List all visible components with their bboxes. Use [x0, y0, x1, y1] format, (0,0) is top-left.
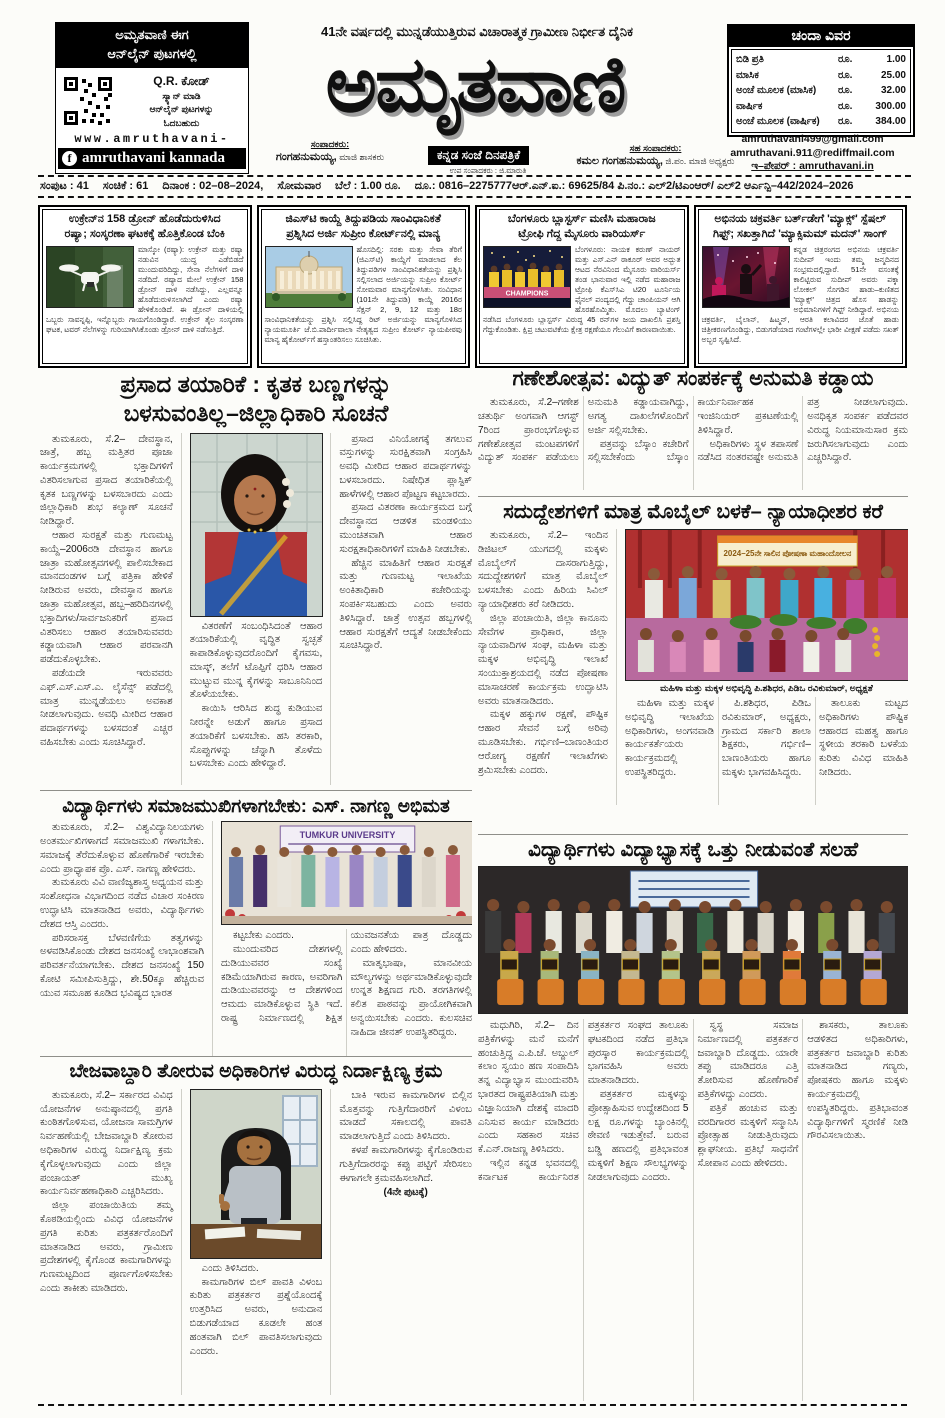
article-ganeshotsava: ಗಣೇಶೋತ್ಸವ: ವಿದ್ಯುತ್ ಸಂಪರ್ಕಕ್ಕೆ ಅನುಮತಿ ಕಡ್ಡಾಯ ತುಮಕೂರು, ಸೆ.2–ಗಣೇಶ ಚತುರ್ಥಿ ಅಂಗವಾಗಿ ಆಗಸ್ಟ್ 7ರಿಂದ ಪ್ರಾರಂಭಗೊಳ್ಳುವ ಗಣೇಶೋತ್ಸವ ಮಂಟಪಗಳಿಗೆ ವಿದ್ಯುತ್ ಸಂಪರ್ಕ ಪಡೆಯಲು ಅನುಮತಿ ಕಡ್ಡಾಯವಾಗಿದ್ದು, ಅಗತ್ಯ ದಾಖಲೆಗಳೊಂದಿಗೆ ಅರ್ಜಿ ಸಲ್ಲಿಸಬೇಕು. ಪತ್ರವನ್ನು ಬೆಸ್ಕಾಂ ಕಚೇರಿಗೆ ಸಲ್ಲಿಸಬೇಕೆಂದು ಬೆಸ್ಕಾಂ ಕಾರ್ಯನಿರ್ವಾಹಕ ಇಂಜಿನಿಯರ್ ಪ್ರಕಟಣೆಯಲ್ಲಿ ತಿಳಿಸಿದ್ದಾರೆ. ಅಧಿಕಾರಿಗಳು ಸ್ಥಳ ತಪಾಸಣೆ ನಡೆಸಿದ ನಂತರವಷ್ಟೇ ಅನುಮತಿ ಪತ್ರ ನೀಡಲಾಗುವುದು. ಅನಧಿಕೃತ ಸಂಪರ್ಕ ಪಡೆದವರ ವಿರುದ್ಧ ನಿಯಮಾನುಸಾರ ಕ್ರಮ ಜರುಗಿಸಲಾಗುವುದು ಎಂದು ಎಚ್ಚರಿಸಿದ್ದಾರೆ.	[478, 367, 908, 464]
facebook-bar	[58, 148, 246, 169]
article-column: ವಿತರಣೆಗೆ ಸಂಬಂಧಿಸಿದಂತೆ ಆಹಾರ ತಯಾರಿಕೆಯಲ್ಲಿ ವೃದ್ಧಿತ ಸ್ವಚ್ಛತೆ ಕಾಪಾಡಿಕೊಳ್ಳುವುದರೊಂದಿಗೆ ಕೈಗವಸು, ಮಾಸ್ಕ್, ತಲೆಗೆ ಟೊಪ್ಪಿಗೆ ಧರಿಸಿ ಆಹಾರ ಮುಟ್ಟುವ ಮುನ್ನ ಕೈಗಳನ್ನು ಸಾಬೂನಿನಿಂದ ತೊಳೆಯಬೇಕು. ಕಾಯಿಸಿ ಆರಿಸಿದ ಶುದ್ಧ ಕುಡಿಯುವ ನೀರನ್ನೇ ಅಡುಗೆ ಹಾಗೂ ಪ್ರಸಾದ ತಯಾರಿಕೆಗೆ ಬಳಸಬೇಕು. ಹಸಿ ತರಕಾರಿ, ಸೊಪ್ಪುಗಳನ್ನು ಚೆನ್ನಾಗಿ ತೊಳೆದು ಬಳಸಬೇಕು ಎಂದು ಹೇಳಿದ್ದಾರೆ.	[181, 433, 323, 785]
article-prasada	[40, 370, 472, 794]
subscription-label: ಬಿಡಿ ಪ್ರತಿ	[736, 54, 764, 65]
subscription-value: 25.00	[880, 69, 906, 81]
article-column: ಎಂದು ತಿಳಿಸಿದರು. ಕಾಮಗಾರಿಗಳ ಬಿಲ್ ಪಾವತಿ ವಿಳಂಬ ಕುರಿತು ಪತ್ರಕರ್ತರ ಪ್ರಶ್ನೆಯೊಂದಕ್ಕೆ ಉತ್ತರಿಸಿದ ಅವರು, ಅನುದಾನ ಬಿಡುಗಡೆಯಾದ ಕೂಡಲೇ ಹಂತ ಹಂತವಾಗಿ ಬಿಲ್ ಪಾವತಿಸಲಾಗುವುದು ಎಂದರು.	[181, 1089, 323, 1395]
email-primary: amruthavani499@gmail.com	[741, 133, 884, 145]
article-column: ತುಮಕೂರು, ಸೆ.2– ದೇವಸ್ಥಾನ, ಜಾತ್ರೆ, ಹಬ್ಬ ಮತ್ತಿತರ ಪೂಜಾ ಕಾರ್ಯಕ್ರಮಗಳಲ್ಲಿ ಭಕ್ತಾದಿಗಳಿಗೆ ವಿತರಿಸಲಾಗುವ ಪ್ರಸಾದ ತಯಾರಿಕೆಯಲ್ಲಿ ಕೃತಕ ಬಣ್ಣಗಳನ್ನು ಬಳಸಬಾರದು ಎಂದು ಜಿಲ್ಲಾಧಿಕಾರಿ ಶುಭ ಕಲ್ಯಾಣ್ ಸೂಚನೆ ನೀಡಿದ್ದಾರೆ. ಆಹಾರ ಸುರಕ್ಷತೆ ಮತ್ತು ಗುಣಮಟ್ಟ ಕಾಯ್ದೆ–2006ರಡಿ ದೇವಸ್ಥಾನ ಹಾಗೂ ಜಾತ್ರಾ ಮಹೋತ್ಸವಗಳಲ್ಲಿ ಪಾಲಿಸಬೇಕಾದ ಮಾನದಂಡಗಳ ಬಗ್ಗೆ ಪತ್ರಿಕಾ ಹೇಳಿಕೆ ನೀಡಿರುವ ಅವರು, ದೇವಸ್ಥಾನ ಹಾಗೂ ಜಾತ್ರಾ ಮಹೋತ್ಸವ, ಹಬ್ಬ–ಹರಿದಿನಗಳಲ್ಲಿ ಭಕ್ತಾದಿಗಳು/ಸಾರ್ವಜನಿಕರಿಗೆ ಪ್ರಸಾದ ವಿತರಿಸಲು ಆಹಾರ ತಯಾರಿಸುವವರು ಕಡ್ಡಾಯವಾಗಿ ಆಹಾರ ಪರವಾನಗಿ ಪಡೆದುಕೊಳ್ಳಬೇಕು. ಪಡೆಯದೇ ಇರುವವರು ಎಫ್.ಎಸ್.ಎಸ್.ಎ. ಲೈಸೆನ್ಸ್ ಪಡೆದಲ್ಲಿ ಮಾತ್ರ ಮುನ್ನಡೆಯಲು ಅವಕಾಶ ನೀಡಲಾಗುವುದು. ಅವಧಿ ಮೀರಿದ ಆಹಾರ ಪದಾರ್ಥಗಳನ್ನು ಬಳಸದಂತೆ ಎಚ್ಚರ ವಹಿಸಬೇಕು ಎಂದು ಸೂಚಿಸಿದ್ದಾರೆ.	[40, 433, 173, 749]
subscription-row	[736, 52, 906, 68]
champions-banner-text: CHAMPIONS	[505, 290, 549, 298]
article-column: ತುಮಕೂರು, ಸೆ.2– ಸರ್ಕಾರದ ವಿವಿಧ ಯೋಜನೆಗಳ ಅನುಷ್ಠಾನದಲ್ಲಿ ಪ್ರಗತಿ ಕುಂಠಿತಗೊಳಿಸುವ, ಯೋಜನಾ ಸಾಮಗ್ರಿಗಳ ನಿರ್ವಹಣೆಯಲ್ಲಿ ಬೇಜವಾಬ್ದಾರಿ ತೋರುವ ಅಧಿಕಾರಿಗಳ ವಿರುದ್ಧ ನಿರ್ದಾಕ್ಷಿಣ್ಯ ಕ್ರಮ ಕೈಗೊಳ್ಳಲಾಗುವುದು ಎಂದು ಜಿಲ್ಲಾ ಪಂಚಾಯತ್ ಮುಖ್ಯ ಕಾರ್ಯನಿರ್ವಹಣಾಧಿಕಾರಿ ಎಚ್ಚರಿಸಿದರು. ಜಿಲ್ಲಾ ಪಂಚಾಯಿತಿಯ ತಮ್ಮ ಕೊಠಡಿಯಲ್ಲಿಂದು ವಿವಿಧ ಯೋಜನೆಗಳ ಪ್ರಗತಿ ಕುರಿತು ಪತ್ರಕರ್ತರೊಂದಿಗೆ ಮಾತನಾಡಿದ ಅವರು, ಗ್ರಾಮೀಣ ಪ್ರದೇಶಗಳಲ್ಲಿ ಕೈಗೊಂಡ ಕಾಮಗಾರಿಗಳನ್ನು ಗುಣಮಟ್ಟದಿಂದ ಪೂರ್ಣಗೊಳಿಸಬೇಕು ಎಂದು ತಾಕೀತು ಮಾಡಿದರು.	[40, 1089, 173, 1294]
district-collector-photo	[190, 433, 323, 617]
drone-photo	[46, 246, 134, 308]
qr-line1: ಸ್ಕ್ಯಾನ್ ಮಾಡಿ	[162, 90, 201, 101]
awards-group-photo	[478, 866, 908, 1014]
article-mobile-use: ಸದುದ್ದೇಶಗಳಿಗೆ ಮಾತ್ರ ಮೊಬೈಲ್ ಬಳಕೆ– ನ್ಯಾಯಾಧೀಶರ ಕರೆ ತುಮಕೂರು, ಸೆ.2– ಇಂದಿನ ಡಿಜಿಟಲ್ ಯುಗದಲ್ಲಿ ಮಕ್ಕಳು ಮೊಬೈಲ್‌ಗೆ ದಾಸರಾಗುತ್ತಿದ್ದು, ಸದುದ್ದೇಶಗಳಿಗೆ ಮಾತ್ರ ಮೊಬೈಲ್ ಬಳಸಬೇಕು ಎಂದು ಹಿರಿಯ ಸಿವಿಲ್ ನ್ಯಾಯಾಧೀಶರು ಕರೆ ನೀಡಿದರು. ಜಿಲ್ಲಾ ಪಂಚಾಯಿತಿ, ಜಿಲ್ಲಾ ಕಾನೂನು ಸೇವೆಗಳ ಪ್ರಾಧಿಕಾರ, ಜಿಲ್ಲಾ ನ್ಯಾಯವಾದಿಗಳ ಸಂಘ, ಮಹಿಳಾ ಮತ್ತು ಮಕ್ಕಳ ಅಭಿವೃದ್ಧಿ ಇಲಾಖೆ ಸಂಯುಕ್ತಾಶ್ರಯದಲ್ಲಿ ನಡೆದ ಪೋಷಣಾ ಮಾಸಾಚರಣೆ ಕಾರ್ಯಕ್ರಮ ಉದ್ಘಾಟಿಸಿ ಅವರು ಮಾತನಾಡಿದರು. ಮಕ್ಕಳ ಹಕ್ಕುಗಳ ರಕ್ಷಣೆ, ಪೌಷ್ಟಿಕ ಆಹಾರ ಸೇವನೆ ಬಗ್ಗೆ ಅರಿವು ಮೂಡಿಸಬೇಕು. ಗರ್ಭಿಣಿ–ಬಾಣಂತಿಯರ ಆರೋಗ್ಯ ರಕ್ಷಣೆಗೆ ಇಲಾಖೆಗಳು ಶ್ರಮಿಸಬೇಕು ಎಂದರು. 2024–25ನೇ ಸಾಲಿನ ಪೋಷಣಾ ಮಹಾಂದೋಲನ ಮಹಿಳಾ ಮತ್ತು ಮಕ್ಕಳ ಅಭಿವೃದ್ಧಿ ಪಿ.ಶಶಿಧರ, ಪಿಡಿಒ ರವಿಕುಮಾರ್, ಅಧ್ಯಕ್ಷತೆ ಮಹಿಳಾ ಮತ್ತು ಮಕ್ಕಳ ಅಭಿವೃದ್ಧಿ ಇಲಾಖೆಯ ಅಧಿಕಾರಿಗಳು, ಅಂಗನವಾಡಿ ಕಾರ್ಯಕರ್ತೆಯರು ಕಾರ್ಯಕ್ರಮದಲ್ಲಿ ಉಪಸ್ಥಿತರಿದ್ದರು. ಪಿ.ಶಶಿಧರ, ಪಿಡಿಒ ರವಿಕುಮಾರ್, ಅಧ್ಯಕ್ಷರು, ಗ್ರಾಮದ ಸರ್ಕಾರಿ ಶಾಲಾ ಶಿಕ್ಷಕರು, ಗರ್ಭಿಣಿ–ಬಾಣಂತಿಯರು ಹಾಗೂ ಮಕ್ಕಳು ಭಾಗವಹಿಸಿದ್ದರು. ತಾಲೂಕು ಮಟ್ಟದ ಅಧಿಕಾರಿಗಳು ಪೌಷ್ಟಿಕ ಆಹಾರದ ಮಹತ್ವ ಹಾಗೂ ಸ್ಥಳೀಯ ತರಕಾರಿ ಬಳಕೆಯ ಕುರಿತು ವಿವಿಧ ಮಾಹಿತಿ ನೀಡಿದರು.	[478, 496, 908, 836]
article-column: ಬಾಕಿ ಇರುವ ಕಾಮಗಾರಿಗಳ ಬಿಲ್ಲಿನ ಮೊತ್ತವನ್ನು ಗುತ್ತಿಗೆದಾರರಿಗೆ ವಿಳಂಬ ಮಾಡದೆ ಸಕಾಲದಲ್ಲಿ ಪಾವತಿ ಮಾಡಲಾಗುತ್ತಿದೆ ಎಂದು ತಿಳಿಸಿದರು. ಕಳಪೆ ಕಾಮಗಾರಿಗಳನ್ನು ಕೈಗೊಂಡಿರುವ ಗುತ್ತಿಗೆದಾರರನ್ನು ಕಪ್ಪು ಪಟ್ಟಿಗೆ ಸೇರಿಸಲು ಈಗಾಗಲೇ ಕ್ರಮವಹಿಸಲಾಗಿದೆ. (4ನೇ ಪುಟಕ್ಕೆ)	[330, 1089, 472, 1395]
subscription-row	[736, 68, 906, 84]
brief-title: ಬೆಂಗಳೂರು ಬ್ಲಾಸ್ಟರ್ಸ್ ಮಣಿಸಿ ಮಹಾರಾಜ	[507, 213, 656, 225]
article-headline: ಬೇಜವಾಬ್ದಾರಿ ತೋರುವ ಅಧಿಕಾರಿಗಳ ವಿರುದ್ಧ ನಿರ್ದಾಕ್ಷಿಣ್ಯ ಕ್ರಮ	[69, 1061, 443, 1082]
brief-cricket: ಬೆಂಗಳೂರು ಬ್ಲಾಸ್ಟರ್ಸ್ ಮಣಿಸಿ ಮಹಾರಾಜ ಟ್ರೋಫಿ ಗೆದ್ದ ಮೈಸೂರು ವಾರಿಯರ್ಸ್ CHAMPIONS ಬೆಂಗಳೂರು: ನಾಯಕ ಕರುಣ್ ನಾಯರ್ ಮತ್ತು ಎಸ್.ಎನ್ ಠಾಕೂರ್ ಅವರ ಅದ್ಭುತ ಆಟದ ನೆರವಿನಿಂದ ಮೈಸೂರು ವಾರಿಯರ್ಸ್ ತಂಡ ಭಾನುವಾರ ಇಲ್ಲಿ ನಡೆದ ಮಹಾರಾಜ ಟ್ರೋಫಿ ಕೆಎಸ್‌ಸಿಎ ಟಿ20 ಟೂರ್ನಿಯ ಫೈನಲ್ ಪಂದ್ಯದಲ್ಲಿ ಗೆದ್ದು ಚಾಂಪಿಯನ್ ಆಗಿ ಹೊರಹೊಮ್ಮಿತು. ಮೊದಲು ಬ್ಯಾಟಿಂಗ್ ನಡೆಸಿದ ಬೆಂಗಳೂರು ಬ್ಲಾಸ್ಟರ್ಸ್ ವಿರುದ್ಧ 45 ರನ್‌ಗಳ ಜಯ ದಾಖಲಿಸಿ ಪ್ರಶಸ್ತಿ ಗೆದ್ದುಕೊಂಡಿತು. ಕ್ಷಿಪ್ರ ಚಟುವಟಿಕೆಯ ಕ್ಷೇತ್ರ ರಕ್ಷಣೆಯೂ ಗೆಲುವಿಗೆ ಕಾರಣವಾಯಿತು.	[475, 205, 689, 368]
brief-body: ಕನ್ನಡ ಚಿತ್ರರಂಗದ ಅಭಿನಯ ಚಕ್ರವರ್ತಿ ಸುದೀಪ್ ಇಂದು ತಮ್ಮ ಜನ್ಮದಿನದ ಸಂಭ್ರಮದಲ್ಲಿದ್ದಾರೆ. 51ನೇ ವಸಂತಕ್ಕೆ ಕಾಲಿಟ್ಟಿರುವ ಸುದೀಪ್ ಅವರು ಪಕ್ಕಾ ಲೋಕಲ್ ಸೊಗಡಿನ ಹಾಡು–ಕುಣಿತದ 'ಮ್ಯಾಕ್ಸ್' ಚಿತ್ರದ ಹೊಸ ಹಾಡನ್ನು ಅಭಿಮಾನಿಗಳಿಗೆ ಗಿಫ್ಟ್ ನೀಡಿದ್ದಾರೆ. ಅಭಿನಯ ಚಕ್ರವರ್ತಿ, ಬೈಲಾನ್, ಹಿಟ್ಮನ್, ಆರತಿ ಕಲಾವಿದರ ಜೊತೆ ಹಾಡು ಚಿತ್ರೀಕರಣಗೊಂಡಿದ್ದು, ಬಿಡುಗಡೆಯಾದ ಗಂಟೆಗಳಲ್ಲೇ ಭಾರೀ ವೀಕ್ಷಣೆ ಪಡೆದು ಸಖತ್ ಅಬ್ಬರ ಸೃಷ್ಟಿಸಿದೆ.	[701, 244, 899, 344]
ceo-press-photo	[190, 1089, 322, 1259]
brief-cinema: ಅಭಿನಯ ಚಕ್ರವರ್ತಿ ಬರ್ತ್‌ಡೇಗೆ 'ಮ್ಯಾಕ್ಸ್' ಸ್ಪೆಷಲ್ ಗಿಫ್ಟ್; ಸಖತ್ತಾಗಿದೆ 'ಮ್ಯಾಕ್ಸಿಮಮ್ ಮದನ್' ಸಾಂಗ್ ಕನ್ನಡ ಚಿತ್ರರಂಗದ ಅಭಿನಯ ಚಕ್ರವರ್ತಿ ಸುದೀಪ್ ಇಂದು ತಮ್ಮ ಜನ್ಮದಿನದ ಸಂಭ್ರಮದಲ್ಲಿದ್ದಾರೆ. 51ನೇ ವಸಂತಕ್ಕೆ ಕಾಲಿಟ್ಟಿರುವ ಸುದೀಪ್ ಅವರು ಪಕ್ಕಾ ಲೋಕಲ್ ಸೊಗಡಿನ ಹಾಡು–ಕುಣಿತದ 'ಮ್ಯಾಕ್ಸ್' ಚಿತ್ರದ ಹೊಸ ಹಾಡನ್ನು ಅಭಿಮಾನಿಗಳಿಗೆ ಗಿಫ್ಟ್ ನೀಡಿದ್ದಾರೆ. ಅಭಿನಯ ಚಕ್ರವರ್ತಿ, ಬೈಲಾನ್, ಹಿಟ್ಮನ್, ಆರತಿ ಕಲಾವಿದರ ಜೊತೆ ಹಾಡು ಚಿತ್ರೀಕರಣಗೊಂಡಿದ್ದು, ಬಿಡುಗಡೆಯಾದ ಗಂಟೆಗಳಲ್ಲೇ ಭಾರೀ ವೀಕ್ಷಣೆ ಪಡೆದು ಸಖತ್ ಅಬ್ಬರ ಸೃಷ್ಟಿಸಿದೆ.	[694, 205, 908, 368]
newspaper-title: ಅಮೃತವಾಣಿ	[325, 40, 625, 128]
co-editor-label: ಸಹ ಸಂಪಾದಕರು:	[629, 143, 682, 153]
online-box-line2: ಆನ್‌ಲೈನ್ ಪುಟಗಳಲ್ಲಿ	[107, 45, 197, 61]
brief-drone: ಉಕ್ರೇನ್‌ನ 158 ಡ್ರೋನ್ ಹೊಡೆದುರುಳಿಸಿದ ರಷ್ಯಾ; ಸಂಸ್ಕರಣಾ ಘಟಕಕ್ಕೆ ಹೊತ್ತಿಕೊಂಡ ಬೆಂಕಿ ಮಾಸ್ಕೋ (ರಷ್ಯಾ): ಉಕ್ರೇನ್ ಮತ್ತು ರಷ್ಯಾ ನಡುವಿನ ಯುದ್ಧ ಎಡೆಬಿಡದೆ ಮುಂದುವರಿದಿದ್ದು, ಸೇನಾ ನೆಲೆಗಳಿಗೆ ದಾಳಿ ನಡೆದಿದೆ. ರಷ್ಯಾದ ಮೇಲೆ ಉಕ್ರೇನ್ 158 ಡ್ರೋನ್ ದಾಳಿ ನಡೆಸಿದ್ದು, ಎಲ್ಲವನ್ನೂ ಹೊಡೆದುರುಳಿಸಲಾಗಿದೆ ಎಂದು ರಷ್ಯಾ ಹೇಳಿಕೊಂಡಿದೆ. ಈ ಡ್ರೋನ್ ದಾಳಿಯಲ್ಲಿ ಒಬ್ಬರು ಸಾವನ್ನಪ್ಪಿ, ಇನ್ನೊಬ್ಬರು ಗಾಯಗೊಂಡಿದ್ದಾರೆ. ಉಕ್ರೇನ್ ತೈಲ ಸಂಸ್ಕರಣಾ ಘಟಕ, ಟವರ್ ನೆಲೆಗಳನ್ನು ಗುರಿಯಾಗಿಸಿಕೊಂಡು ಡ್ರೋನ್ ದಾಳಿ ನಡೆಸುತ್ತಿದೆ.	[38, 205, 252, 368]
epaper-url: ಇ–ಪೇಪರ್ : amruthavani.in	[751, 160, 874, 173]
subscription-currency: ರೂ.	[838, 85, 853, 96]
editor-name: ಗಂಗಹನುಮಯ್ಯ,	[275, 151, 337, 164]
article-column: ತುಮಕೂರು, ಸೆ.2– ಇಂದಿನ ಡಿಜಿಟಲ್ ಯುಗದಲ್ಲಿ ಮಕ್ಕಳು ಮೊಬೈಲ್‌ಗೆ ದಾಸರಾಗುತ್ತಿದ್ದು, ಸದುದ್ದೇಶಗಳಿಗೆ ಮಾತ್ರ ಮೊಬೈಲ್ ಬಳಸಬೇಕು ಎಂದು ಹಿರಿಯ ಸಿವಿಲ್ ನ್ಯಾಯಾಧೀಶರು ಕರೆ ನೀಡಿದರು. ಜಿಲ್ಲಾ ಪಂಚಾಯಿತಿ, ಜಿಲ್ಲಾ ಕಾನೂನು ಸೇವೆಗಳ ಪ್ರಾಧಿಕಾರ, ಜಿಲ್ಲಾ ನ್ಯಾಯವಾದಿಗಳ ಸಂಘ, ಮಹಿಳಾ ಮತ್ತು ಮಕ್ಕಳ ಅಭಿವೃದ್ಧಿ ಇಲಾಖೆ ಸಂಯುಕ್ತಾಶ್ರಯದಲ್ಲಿ ನಡೆದ ಪೋಷಣಾ ಮಾಸಾಚರಣೆ ಕಾರ್ಯಕ್ರಮ ಉದ್ಘಾಟಿಸಿ ಅವರು ಮಾತನಾಡಿದರು. ಮಕ್ಕಳ ಹಕ್ಕುಗಳ ರಕ್ಷಣೆ, ಪೌಷ್ಟಿಕ ಆಹಾರ ಸೇವನೆ ಬಗ್ಗೆ ಅರಿವು ಮೂಡಿಸಬೇಕು. ಗರ್ಭಿಣಿ–ಬಾಣಂತಿಯರ ಆರೋಗ್ಯ ರಕ್ಷಣೆಗೆ ಇಲಾಖೆಗಳು ಶ್ರಮಿಸಬೇಕು ಎಂದರು.	[478, 530, 608, 776]
subscription-currency: ರೂ.	[838, 54, 853, 65]
brief-body: ಮಾಸ್ಕೋ (ರಷ್ಯಾ): ಉಕ್ರೇನ್ ಮತ್ತು ರಷ್ಯಾ ನಡುವಿನ ಯುದ್ಧ ಎಡೆಬಿಡದೆ ಮುಂದುವರಿದಿದ್ದು, ಸೇನಾ ನೆಲೆಗಳಿಗೆ ದಾಳಿ ನಡೆದಿದೆ. ರಷ್ಯಾದ ಮೇಲೆ ಉಕ್ರೇನ್ 158 ಡ್ರೋನ್ ದಾಳಿ ನಡೆಸಿದ್ದು, ಎಲ್ಲವನ್ನೂ ಹೊಡೆದುರುಳಿಸಲಾಗಿದೆ ಎಂದು ರಷ್ಯಾ ಹೇಳಿಕೊಂಡಿದೆ. ಈ ಡ್ರೋನ್ ದಾಳಿಯಲ್ಲಿ ಒಬ್ಬರು ಸಾವನ್ನಪ್ಪಿ, ಇನ್ನೊಬ್ಬರು ಗಾಯಗೊಂಡಿದ್ದಾರೆ. ಉಕ್ರೇನ್ ತೈಲ ಸಂಸ್ಕರಣಾ ಘಟಕ, ಟವರ್ ನೆಲೆಗಳನ್ನು ಗುರಿಯಾಗಿಸಿಕೊಂಡು ಡ್ರೋನ್ ದಾಳಿ ನಡೆಸುತ್ತಿದೆ.	[46, 244, 244, 334]
subscription-currency: ರೂ.	[838, 116, 853, 127]
paper-type-badge: ಕನ್ನಡ ಸಂಜೆ ದಿನಪತ್ರಿಕೆ	[428, 146, 529, 165]
issue-info-line	[38, 175, 911, 198]
co-editor-name: ಕಮಲ ಗಂಗಹನುಮಯ್ಯ,	[576, 155, 663, 168]
subscription-row	[736, 83, 906, 99]
subscription-label: ಮಾಸಿಕ	[736, 69, 759, 81]
subscription-value: 384.00	[875, 116, 906, 127]
volume: ಸಂಪುಟ : 41	[40, 180, 89, 192]
online-box-header	[56, 23, 248, 68]
article-headline: ಪ್ರಸಾದ ತಯಾರಿಕೆ : ಕೃತಕ ಬಣ್ಣಗಳನ್ನು ಬಳಸುವಂತಿಲ್ಲ–ಜಿಲ್ಲಾಧಿಕಾರಿ ಸೂಚನೆ	[120, 371, 392, 426]
subscription-row	[736, 114, 906, 130]
subscription-value: 300.00	[875, 100, 906, 112]
article-headline: ಸದುದ್ದೇಶಗಳಿಗೆ ಮಾತ್ರ ಮೊಬೈಲ್ ಬಳಕೆ– ನ್ಯಾಯಾಧೀಶರ ಕರೆ	[503, 501, 883, 523]
editor-suffix: ಮಾಜಿ ಶಾಸಕರು	[339, 152, 385, 163]
editor-block	[250, 138, 410, 165]
bottom-rule	[38, 1404, 907, 1406]
subscription-label: ಅಂಚೆ ಮೂಲಕ (ವಾರ್ಷಿಕ)	[736, 116, 820, 127]
article-headline: ವಿದ್ಯಾರ್ಥಿಗಳು ಸಮಾಜಮುಖಿಗಳಾಗಬೇಕು: ಎಸ್. ನಾಗಣ್ಣ ಅಭಿಮತ	[62, 795, 450, 816]
article-students-society: ವಿದ್ಯಾರ್ಥಿಗಳು ಸಮಾಜಮುಖಿಗಳಾಗಬೇಕು: ಎಸ್. ನಾಗಣ್ಣ ಅಭಿಮತ ತುಮಕೂರು, ಸೆ.2– ವಿಶ್ವವಿದ್ಯಾನಿಲಯಗಳು ಅಂತರ್ಮುಖಿಗಳಾಗದೆ ಸಮಾಜಮುಖಿ ಗಳಾಗಬೇಕು. ಸಮಾಜಕ್ಕೆ ತೆರೆದುಕೊಳ್ಳುವ ಹೊಣೆಗಾರಿಕೆ ಇರಬೇಕು ಎಂದು ಪ್ರಾಧ್ಯಾಪಕ ಪ್ರೊ. ಎಸ್. ನಾಗಣ್ಣ ಹೇಳಿದರು. ತುಮಕೂರು ವಿವಿ ವಾಣಿಜ್ಯಶಾಸ್ತ್ರ ಅಧ್ಯಯನ ಮತ್ತು ಸಂಶೋಧನಾ ವಿಭಾಗದಿಂದ ನಡೆದ ವಿಚಾರ ಸಂಕಿರಣ ಉದ್ಘಾಟಿಸಿ ಮಾತನಾಡಿದ ಅವರು, ವಿದ್ಯಾರ್ಥಿಗಳು ದೇಶದ ಆಸ್ತಿ ಎಂದರು. ಪರಿಸರಾಸಕ್ತ ಬೆಳವಣಿಗೆಯ ತತ್ವಗಳನ್ನು ಅಳವಡಿಸಿಕೊಂಡು ದೇಶದ ಜನಸಂಖ್ಯೆ ಲಾಭಾಂಶವಾಗಿ ಪರಿವರ್ತನೆಯಾಗಬೇಕು. ದೇಶದ ಜನಸಂಖ್ಯೆ 150 ಕೋಟಿ ಸಮೀಪಿಸುತ್ತಿದ್ದು, ಶೇ.50ಕ್ಕೂ ಹೆಚ್ಚಿರುವ ಯುವ ಸಮೂಹ ಕೂಡಿದ ಭವಿಷ್ಯದ ಭಾರತ TUMKUR UNIVERSITY ಕಟ್ಟಬೇಕು ಎಂದರು. ಮುಂದುವರಿದ ದೇಶಗಳಲ್ಲಿ ದುಡಿಯುವವರ ಸಂಖ್ಯೆ ಕಡಿಮೆಯಾಗಿರುವ ಕಾರಣ, ಅವರಿಗಾಗಿ ದುಡಿಯುವವರನ್ನು ಆ ದೇಶಗಳಿಂದ ಆಮದು ಮಾಡಿಕೊಳ್ಳುವ ಸ್ಥಿತಿ ಇದೆ. ರಾಷ್ಟ್ರ ನಿರ್ಮಾಣದಲ್ಲಿ ಶಿಕ್ಷಿತ ಯುವಜನತೆಯ ಪಾತ್ರ ದೊಡ್ಡದು ಎಂದು ಹೇಳಿದರು. ಮಾತೃಭಾಷಾ, ಮಾನವೀಯ ಮೌಲ್ಯಗಳನ್ನು ಅರ್ಥಮಾಡಿಕೊಳ್ಳುವುದೇ ಉನ್ನತ ಶಿಕ್ಷಣದ ಗುರಿ. ತರಗತಿಗಳಲ್ಲಿ ಕಲಿತ ಪಾಠವನ್ನು ಪ್ರಾಯೋಗಿಕವಾಗಿ ಅನ್ವಯಿಸಬೇಕು ಎಂದರು. ಕುಲಸಚಿವ ನಾಹಿದಾ ಜೀನತ್ ಉಪಸ್ಥಿತರಿದ್ದರು.	[40, 790, 472, 1056]
website-url: www.amruthavani-	[74, 132, 230, 147]
event-banner-text: 2024–25ನೇ ಸಾಲಿನ ಪೋಷಣಾ ಮಹಾಂದೋಲನ	[723, 548, 852, 559]
article-column: ಪ್ರಸಾದ ವಿನಿಯೋಗಕ್ಕೆ ತಗಲುವ ವಸ್ತುಗಳನ್ನು ಸುರಕ್ಷಿತವಾಗಿ ಸಂಗ್ರಹಿಸಿ ಅವಧಿ ಮೀರಿದ ಆಹಾರ ಪದಾರ್ಥಗಳನ್ನು ಬಳಸಬಾರದು. ನಿಷೇಧಿತ ಪ್ಲಾಸ್ಟಿಕ್ ಹಾಳೆಗಳಲ್ಲಿ ಆಹಾರ ಪೊಟ್ಟಣ ಕಟ್ಟಬಾರದು. ಪ್ರಸಾದ ವಿತರಣಾ ಕಾರ್ಯಕ್ರಮದ ಬಗ್ಗೆ ದೇವಸ್ಥಾನದ ಆಡಳಿತ ಮಂಡಳಿಯು ಮುಂಚಿತವಾಗಿ ಆಹಾರ ಸುರಕ್ಷತಾಧಿಕಾರಿಗಳಿಗೆ ಮಾಹಿತಿ ನೀಡಬೇಕು. ಹೆಚ್ಚಿನ ಮಾಹಿತಿಗೆ ಆಹಾರ ಸುರಕ್ಷತೆ ಮತ್ತು ಗುಣಮಟ್ಟ ಇಲಾಖೆಯ ಅಂಕಿತಾಧಿಕಾರಿ ಕಚೇರಿಯನ್ನು ಸಂಪರ್ಕಿಸಬಹುದು ಎಂದು ಅವರು ತಿಳಿಸಿದ್ದಾರೆ. ಜಾತ್ರೆ ಉತ್ಸವ ಹಬ್ಬಗಳಲ್ಲಿ ಆಹಾರ ಸುರಕ್ಷತೆಗೆ ಆದ್ಯತೆ ನೀಡಬೇಕೆಂದು ಸೂಚಿಸಿದ್ದಾರೆ.	[330, 433, 472, 785]
brief-body: ಬೆಂಗಳೂರು: ನಾಯಕ ಕರುಣ್ ನಾಯರ್ ಮತ್ತು ಎಸ್.ಎನ್ ಠಾಕೂರ್ ಅವರ ಅದ್ಭುತ ಆಟದ ನೆರವಿನಿಂದ ಮೈಸೂರು ವಾರಿಯರ್ಸ್ ತಂಡ ಭಾನುವಾರ ಇಲ್ಲಿ ನಡೆದ ಮಹಾರಾಜ ಟ್ರೋಫಿ ಕೆಎಸ್‌ಸಿಎ ಟಿ20 ಟೂರ್ನಿಯ ಫೈನಲ್ ಪಂದ್ಯದಲ್ಲಿ ಗೆದ್ದು ಚಾಂಪಿಯನ್ ಆಗಿ ಹೊರಹೊಮ್ಮಿತು. ಮೊದಲು ಬ್ಯಾಟಿಂಗ್ ನಡೆಸಿದ ಬೆಂಗಳೂರು ಬ್ಲಾಸ್ಟರ್ಸ್ ವಿರುದ್ಧ 45 ರನ್‌ಗಳ ಜಯ ದಾಖಲಿಸಿ ಪ್ರಶಸ್ತಿ ಗೆದ್ದುಕೊಂಡಿತು. ಕ್ಷಿಪ್ರ ಚಟುವಟಿಕೆಯ ಕ್ಷೇತ್ರ ರಕ್ಷಣೆಯೂ ಗೆಲುವಿಗೆ ಕಾರಣವಾಯಿತು.	[483, 244, 681, 334]
issue-price: ಬೆಲೆ : 1.00 ರೂ.	[335, 180, 401, 192]
film-song-photo	[702, 246, 790, 308]
qr-label: Q.R. ಕೋಡ್	[153, 73, 210, 88]
registration-info: ದೂ.: 0816–2275777ಆರ್.ಎನ್.ಐ.: 69625/84 ಪಿ.ನಂ.: ಎಲ್2/ಟಿಎಂಆರ್/ ಎಲ್2 ಆರ್ಎನ್ಪಿ–442/2024–2026	[414, 180, 854, 192]
qr-line3: ಓದಬಹುದು	[163, 117, 200, 128]
contact-emails	[710, 133, 915, 174]
brief-gst: ಜಿಎಸ್‌ಟಿ ಕಾಯ್ದೆ ತಿದ್ದುಪಡಿಯ ಸಾಂವಿಧಾನಿಕತೆ ಪ್ರಶ್ನಿಸಿದ ಅರ್ಜಿ ಸುಪ್ರೀಂ ಕೋರ್ಟ್‌ನಲ್ಲಿ ಮಾನ್ಯ ಹೊಸದಿಲ್ಲಿ: ಸರಕು ಮತ್ತು ಸೇವಾ ತೆರಿಗೆ (ಜಿಎಸ್‌ಟಿ) ಕಾಯ್ದೆಗೆ ಮಾಡಲಾದ ಕೆಲ ತಿದ್ದುಪಡಿಗಳ ಸಾಂವಿಧಾನಿಕತೆಯನ್ನು ಪ್ರಶ್ನಿಸಿ ಸಲ್ಲಿಸಲಾದ ಅರ್ಜಿಯನ್ನು ಸುಪ್ರೀಂ ಕೋರ್ಟ್ ಸೋಮವಾರ ಮಾನ್ಯಗೊಳಿಸಿತು. ಸಂವಿಧಾನ (101ನೇ ತಿದ್ದುಪಡಿ) ಕಾಯ್ದೆ 2016ರ ಸೆಕ್ಷನ್ 2, 9, 12 ಮತ್ತು 18ರ ಸಾಂವಿಧಾನಿಕತೆಯನ್ನು ಪ್ರಶ್ನಿಸಿ ಸಲ್ಲಿಸಿದ್ದ ರಿಟ್ ಅರ್ಜಿಯನ್ನು ಮಾನ್ಯಗೊಳಿಸಿದ ನ್ಯಾಯಮೂರ್ತಿ ಜೆ.ಬಿ.ಪಾರ್ದೀವಾಲಾ ನೇತೃತ್ವದ ಸುಪ್ರೀಂ ಕೋರ್ಟ್ ನ್ಯಾಯಪೀಠವು ಮಾನ್ಯ ಹೈಕೋರ್ಟ್‌ಗೆ ಹಸ್ತಾಂತರಿಸಲು ಸೂಚಿಸಿತು.	[257, 205, 471, 368]
subscription-title: ಚಂದಾ ವಿವರ	[729, 26, 913, 47]
supreme-court-photo	[265, 246, 353, 308]
sub-editor: ಉಪ ಸಂಪಾದಕರು : ಜಿ.ಮಾರುತಿ	[449, 166, 527, 175]
news-briefs-row	[38, 205, 907, 368]
brief-body: ಹೊಸದಿಲ್ಲಿ: ಸರಕು ಮತ್ತು ಸೇವಾ ತೆರಿಗೆ (ಜಿಎಸ್‌ಟಿ) ಕಾಯ್ದೆಗೆ ಮಾಡಲಾದ ಕೆಲ ತಿದ್ದುಪಡಿಗಳ ಸಾಂವಿಧಾನಿಕತೆಯನ್ನು ಪ್ರಶ್ನಿಸಿ ಸಲ್ಲಿಸಲಾದ ಅರ್ಜಿಯನ್ನು ಸುಪ್ರೀಂ ಕೋರ್ಟ್ ಸೋಮವಾರ ಮಾನ್ಯಗೊಳಿಸಿತು. ಸಂವಿಧಾನ (101ನೇ ತಿದ್ದುಪಡಿ) ಕಾಯ್ದೆ 2016ರ ಸೆಕ್ಷನ್ 2, 9, 12 ಮತ್ತು 18ರ ಸಾಂವಿಧಾನಿಕತೆಯನ್ನು ಪ್ರಶ್ನಿಸಿ ಸಲ್ಲಿಸಿದ್ದ ರಿಟ್ ಅರ್ಜಿಯನ್ನು ಮಾನ್ಯಗೊಳಿಸಿದ ನ್ಯಾಯಮೂರ್ತಿ ಜೆ.ಬಿ.ಪಾರ್ದೀವಾಲಾ ನೇತೃತ್ವದ ಸುಪ್ರೀಂ ಕೋರ್ಟ್ ನ್ಯಾಯಪೀಠವು ಮಾನ್ಯ ಹೈಕೋರ್ಟ್‌ಗೆ ಹಸ್ತಾಂತರಿಸಲು ಸೂಚಿಸಿತು.	[264, 244, 462, 344]
subscription-label: ಅಂಚೆ ಮೂಲಕ (ಮಾಸಿಕ)	[736, 85, 817, 96]
qr-code-icon	[62, 75, 114, 127]
subscription-currency: ರೂ.	[838, 69, 853, 81]
facebook-icon: f	[62, 151, 77, 166]
article-students-education: ವಿದ್ಯಾರ್ಥಿಗಳು ವಿದ್ಯಾಭ್ಯಾಸಕ್ಕೆ ಒತ್ತು ನೀಡುವಂತೆ ಸಲಹೆ ಮಧುಗಿರಿ, ಸೆ.2– ದಿನ ಪತ್ರಿಕೆಗಳನ್ನು ಮನೆ ಮನೆಗೆ ಹಂಚುತ್ತಿದ್ದ ಎ.ಪಿ.ಜೆ. ಅಬ್ದುಲ್ ಕಲಾಂ ಸ್ವಯಂ ಹಣ ಸಂಪಾದಿಸಿ ತನ್ನ ವಿದ್ಯಾಭ್ಯಾಸ ಮುಂದುವರಿಸಿ ಭಾರತದ ರಾಷ್ಟ್ರಪತಿಯಾಗಿ ಮತ್ತು ವಿಜ್ಞಾನಿಯಾಗಿ ದೇಶಕ್ಕೆ ಮಾದರಿ ಎನಿಸುವ ಕಾರ್ಯ ಮಾಡಿದರು ಎಂದು ಸಹಕಾರ ಸಚಿವ ಕೆ.ಎನ್.ರಾಜಣ್ಣ ತಿಳಿಸಿದರು. ಇಲ್ಲಿನ ಕನ್ನಡ ಭವನದಲ್ಲಿ ಕರ್ನಾಟಕ ಕಾರ್ಯನಿರತ ಪತ್ರಕರ್ತರ ಸಂಘದ ತಾಲೂಕು ಘಟಕದಿಂದ ನಡೆದ ಪ್ರತಿಭಾ ಪುರಸ್ಕಾರ ಕಾರ್ಯಕ್ರಮದಲ್ಲಿ ಭಾಗವಹಿಸಿ ಅವರು ಮಾತನಾಡಿದರು. ಪತ್ರಕರ್ತರ ಮಕ್ಕಳನ್ನು ಪ್ರೋತ್ಸಾಹಿಸುವ ಉದ್ದೇಶದಿಂದ 5 ಲಕ್ಷ ರೂ.ಗಳನ್ನು ಬ್ಯಾಂಕಿನಲ್ಲಿ ಠೇವಣಿ ಇಡುತ್ತೇವೆ. ಬರುವ ಬಡ್ಡಿ ಹಣದಲ್ಲಿ ಪ್ರತಿಭಾವಂತ ಮಕ್ಕಳಿಗೆ ಶಿಕ್ಷಣ ಸೌಲಭ್ಯಗಳನ್ನು ನೀಡಲಾಗುವುದು ಎಂದರು. ಸ್ವಸ್ಥ ಸಮಾಜ ನಿರ್ಮಾಣದಲ್ಲಿ ಪತ್ರಕರ್ತರ ಜವಾಬ್ದಾರಿ ದೊಡ್ಡದು. ಯಾರೇ ತಪ್ಪು ಮಾಡಿದರೂ ಎತ್ತಿ ತೋರಿಸುವ ಹೊಣೆಗಾರಿಕೆ ಪತ್ರಿಕೆಗಳದ್ದು ಎಂದರು. ಪತ್ರಿಕೆ ಹಂಚುವ ಮತ್ತು ವರದಿಗಾರರ ಮಕ್ಕಳಿಗೆ ಸನ್ಮಾನಿಸಿ ಪ್ರೋತ್ಸಾಹ ನೀಡುತ್ತಿರುವುದು ಶ್ಲಾಘನೀಯ. ಪ್ರತಿಭೆ ಸಾಧನೆಗೆ ಸೋಪಾನ ಎಂದು ಹೇಳಿದರು. ಶಾಸಕರು, ತಾಲೂಕು ಆಡಳಿತದ ಅಧಿಕಾರಿಗಳು, ಪತ್ರಕರ್ತರ ಜವಾಬ್ದಾರಿ ಕುರಿತು ಮಾತನಾಡಿದ ಗಣ್ಯರು, ಪೋಷಕರು ಹಾಗೂ ಮಕ್ಕಳು ಕಾರ್ಯಕ್ರಮದಲ್ಲಿ ಉಪಸ್ಥಿತರಿದ್ದರು. ಪ್ರತಿಭಾವಂತ ವಿದ್ಯಾರ್ಥಿಗಳಿಗೆ ಸ್ಮರಣಿಕೆ ನೀಡಿ ಗೌರವಿಸಲಾಯಿತು.	[478, 834, 908, 1402]
editor-label: ಸಂಪಾದಕರು:	[310, 139, 350, 149]
subscription-currency: ರೂ.	[838, 100, 853, 112]
article-officials-warning	[40, 1056, 472, 1404]
article-column: ತುಮಕೂರು, ಸೆ.2– ವಿಶ್ವವಿದ್ಯಾನಿಲಯಗಳು ಅಂತರ್ಮುಖಿಗಳಾಗದೆ ಸಮಾಜಮುಖಿ ಗಳಾಗಬೇಕು. ಸಮಾಜಕ್ಕೆ ತೆರೆದುಕೊಳ್ಳುವ ಹೊಣೆಗಾರಿಕೆ ಇರಬೇಕು ಎಂದು ಪ್ರಾಧ್ಯಾಪಕ ಪ್ರೊ. ಎಸ್. ನಾಗಣ್ಣ ಹೇಳಿದರು. ತುಮಕೂರು ವಿವಿ ವಾಣಿಜ್ಯಶಾಸ್ತ್ರ ಅಧ್ಯಯನ ಮತ್ತು ಸಂಶೋಧನಾ ವಿಭಾಗದಿಂದ ನಡೆದ ವಿಚಾರ ಸಂಕಿರಣ ಉದ್ಘಾಟಿಸಿ ಮಾತನಾಡಿದ ಅವರು, ವಿದ್ಯಾರ್ಥಿಗಳು ದೇಶದ ಆಸ್ತಿ ಎಂದರು. ಪರಿಸರಾಸಕ್ತ ಬೆಳವಣಿಗೆಯ ತತ್ವಗಳನ್ನು ಅಳವಡಿಸಿಕೊಂಡು ದೇಶದ ಜನಸಂಖ್ಯೆ ಲಾಭಾಂಶವಾಗಿ ಪರಿವರ್ತನೆಯಾಗಬೇಕು. ದೇಶದ ಜನಸಂಖ್ಯೆ 150 ಕೋಟಿ ಸಮೀಪಿಸುತ್ತಿದ್ದು, ಶೇ.50ಕ್ಕೂ ಹೆಚ್ಚಿರುವ ಯುವ ಸಮೂಹ ಕೂಡಿದ ಭವಿಷ್ಯದ ಭಾರತ	[40, 822, 204, 999]
photo-caption: ಮಹಿಳಾ ಮತ್ತು ಮಕ್ಕಳ ಅಭಿವೃದ್ಧಿ ಪಿ.ಶಶಿಧರ, ಪಿಡಿಒ ರವಿಕುಮಾರ್, ಅಧ್ಯಕ್ಷತೆ	[660, 683, 873, 693]
online-box-line1: ಅಮೃತವಾಣಿ ಈಗ	[115, 27, 189, 42]
issue-number: ಸಂಚಿಕೆ : 61	[102, 180, 149, 192]
online-pages-box	[55, 22, 249, 174]
cricket-champions-photo	[483, 246, 571, 308]
brief-title: ಜಿಎಸ್‌ಟಿ ಕಾಯ್ದೆ ತಿದ್ದುಪಡಿಯ ಸಾಂವಿಧಾನಿಕತೆ	[285, 213, 441, 225]
article-headline: ಗಣೇಶೋತ್ಸವ: ವಿದ್ಯುತ್ ಸಂಪರ್ಕಕ್ಕೆ ಅನುಮತಿ ಕಡ್ಡಾಯ	[512, 367, 874, 390]
brief-title: ಅಭಿನಯ ಚಕ್ರವರ್ತಿ ಬರ್ತ್‌ಡೇಗೆ 'ಮ್ಯಾಕ್ಸ್' ಸ್ಪೆಷಲ್	[714, 213, 887, 225]
university-banner-text: TUMKUR UNIVERSITY	[299, 830, 396, 841]
masthead-tagline: 41ನೇ ವರ್ಷದಲ್ಲಿ ಮುನ್ನಡೆಯುತ್ತಿರುವ ವಿಚಾರಾತ್ಮಕ ಗ್ರಾಮೀಣ ನಿರ್ಭೀತ ದೈನಿಕ	[321, 24, 633, 39]
poshana-event-photo	[625, 529, 908, 681]
facebook-handle: amruthavani kannada	[82, 150, 225, 167]
article-headline: ವಿದ್ಯಾರ್ಥಿಗಳು ವಿದ್ಯಾಭ್ಯಾಸಕ್ಕೆ ಒತ್ತು ನೀಡುವಂತೆ ಸಲಹೆ	[527, 839, 859, 861]
subscription-row	[736, 99, 906, 115]
qr-line2: ಆನ್‌ಲೈನ್ ಪುಟಗಳನ್ನು	[149, 104, 214, 115]
email-secondary: amruthavani.911@rediffmail.com	[730, 146, 895, 159]
university-group-photo	[221, 821, 472, 925]
brief-title: ಉಕ್ರೇನ್‌ನ 158 ಡ್ರೋನ್ ಹೊಡೆದುರುಳಿಸಿದ	[68, 213, 221, 225]
subscription-label: ವಾರ್ಷಿಕ	[736, 100, 763, 112]
issue-date: ದಿನಾಂಕ : 02–08–2024,	[162, 180, 264, 192]
co-editor-suffix: ಜಿ.ಪಂ. ಮಾಜಿ ಅಧ್ಯಕ್ಷರು	[665, 156, 735, 167]
subscription-value: 32.00	[880, 85, 906, 96]
subscription-box	[727, 24, 915, 137]
subscription-value: 1.00	[886, 54, 906, 65]
issue-day: ಸೋಮವಾರ	[277, 180, 322, 192]
continued-on-page-note: (4ನೇ ಪುಟಕ್ಕೆ)	[383, 1187, 428, 1199]
